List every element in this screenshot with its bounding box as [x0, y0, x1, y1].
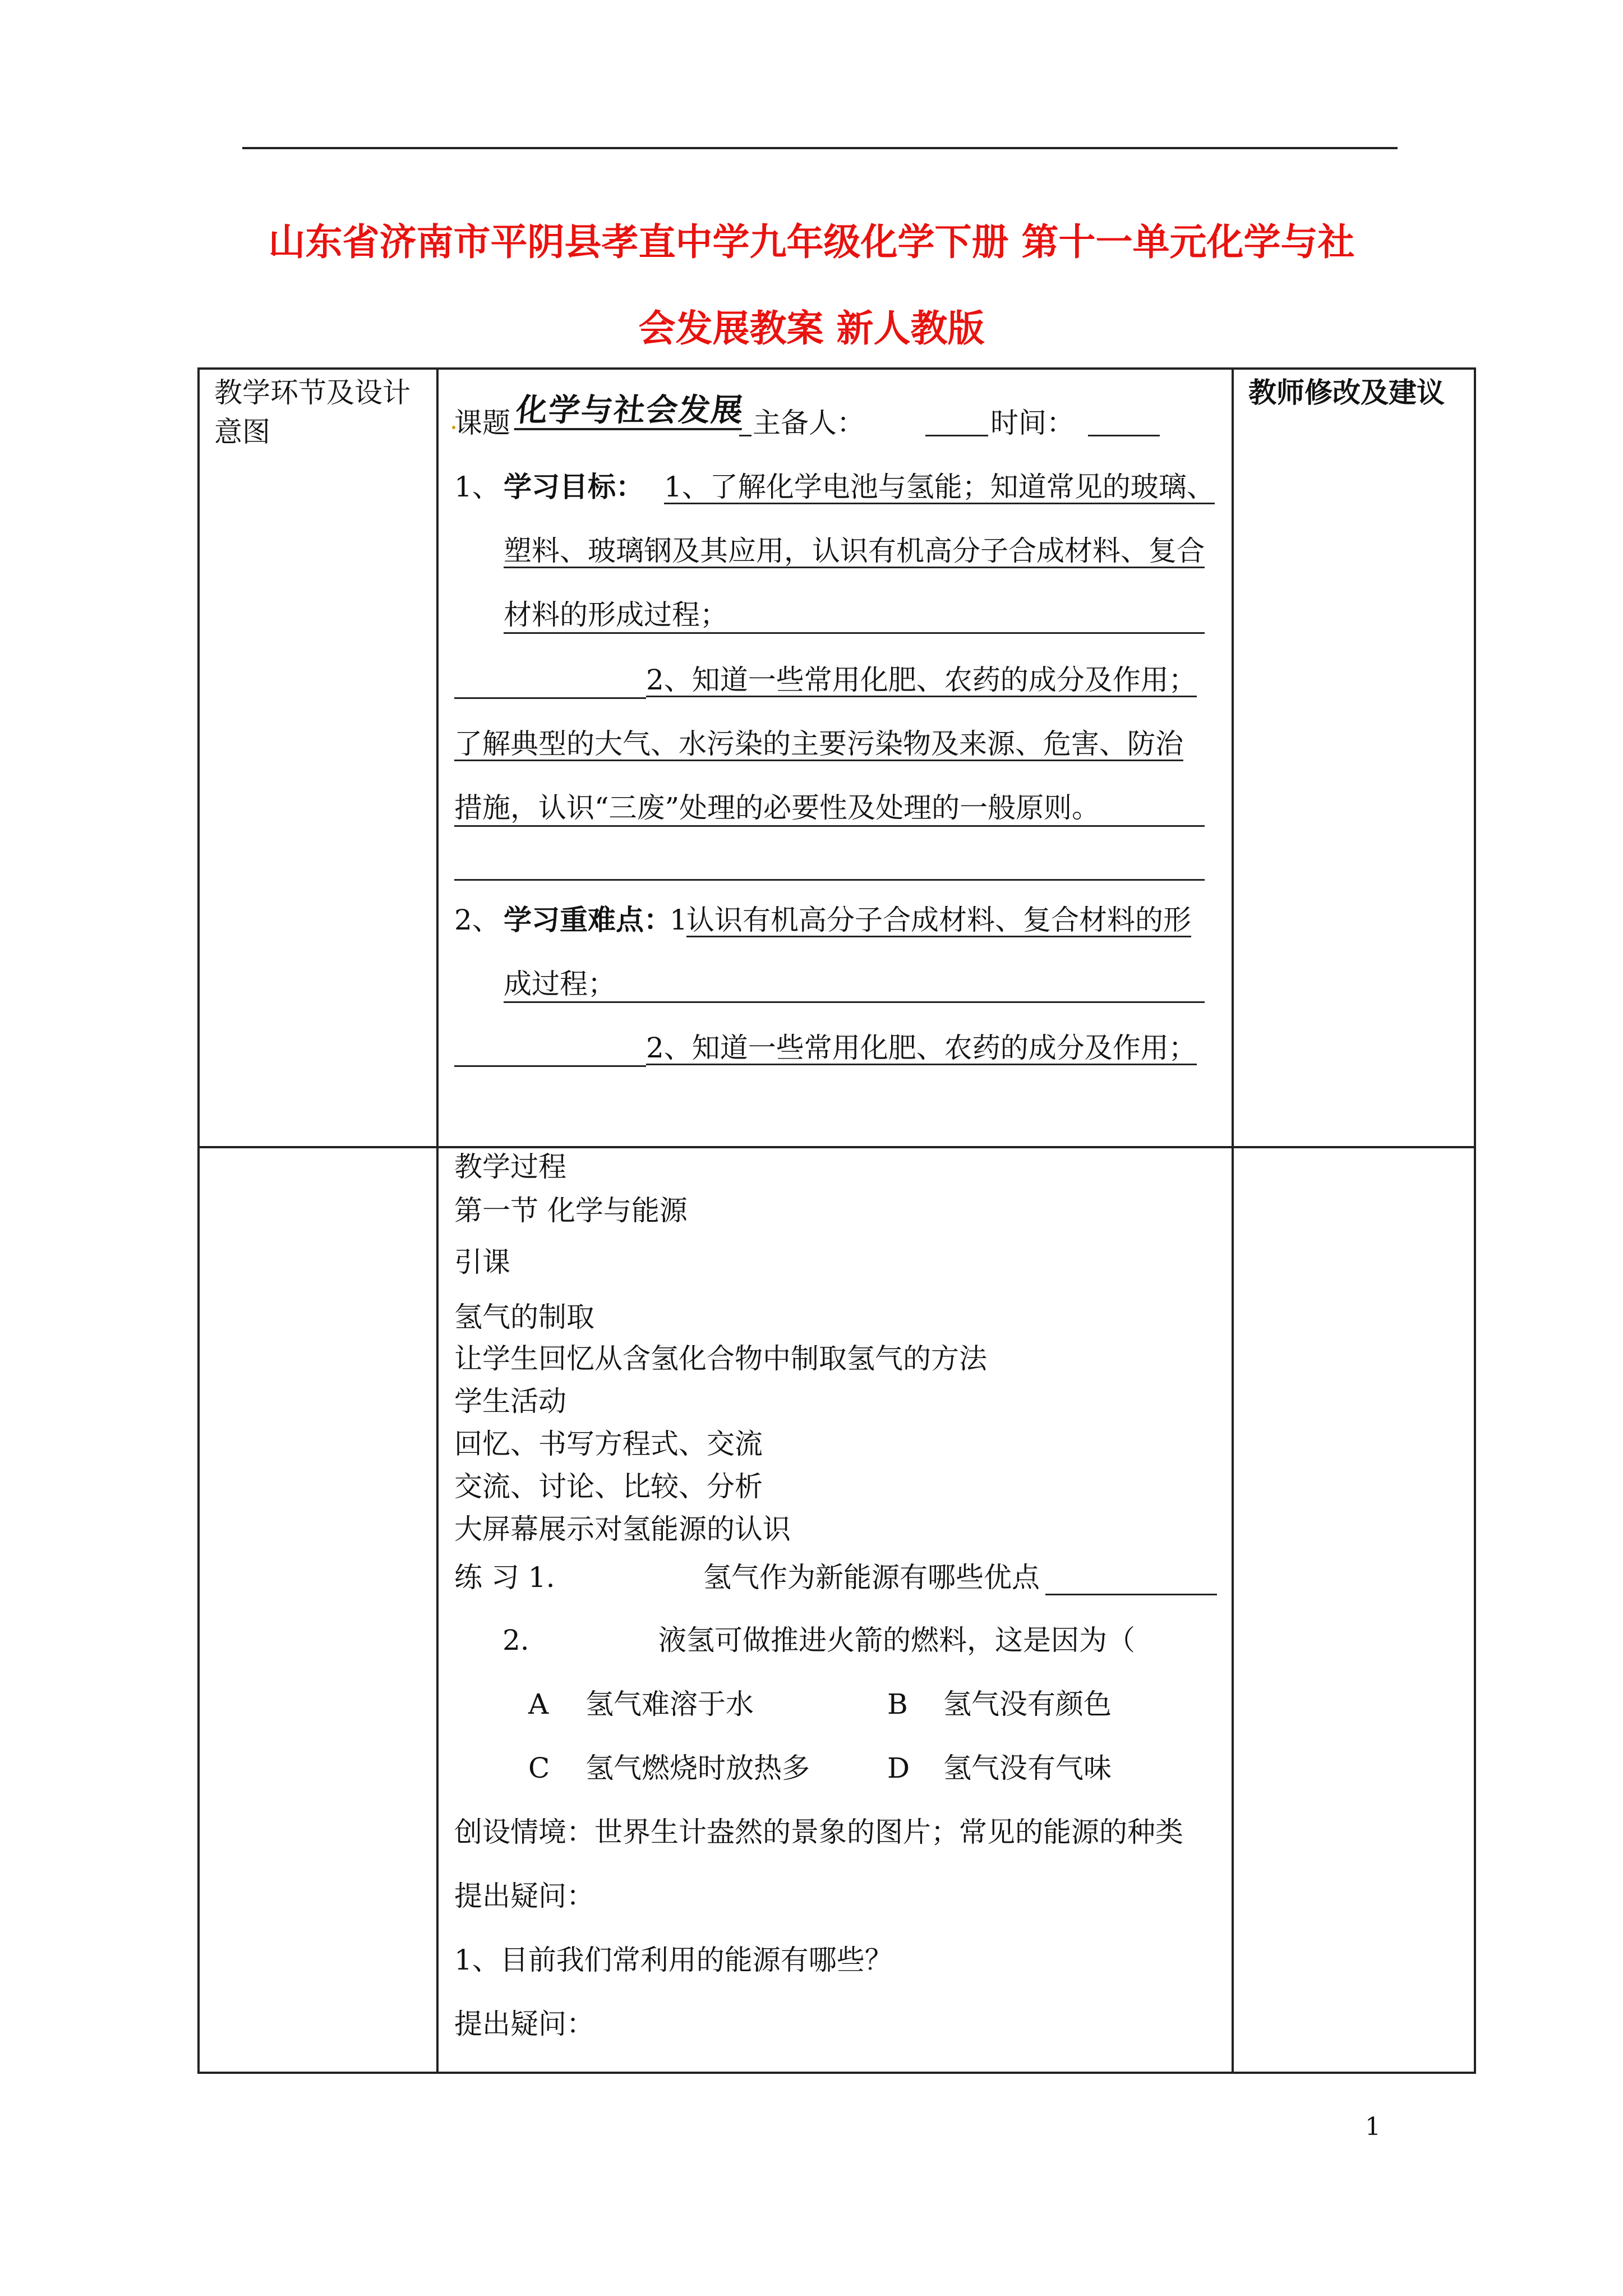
scenario-text: 创设情境：世界生计盎然的景象的图片；常见的能源的种类: [454, 1816, 1183, 1848]
process-line: 学生活动: [454, 1385, 566, 1418]
option-b-text: 氢气没有颜色: [943, 1688, 1112, 1720]
exercise1-answer-line: [1045, 1594, 1217, 1595]
left-header-line2: 意图: [214, 416, 270, 448]
key2-lead-line: [454, 1065, 646, 1067]
option-c-text: 氢气燃烧时放热多: [585, 1752, 810, 1784]
time-label: 时间：: [990, 407, 1075, 439]
question2-text: 液氢可做推进火箭的燃料，这是因为（: [658, 1624, 1135, 1657]
question2-number: 2.: [502, 1624, 529, 1657]
preparer-blank: [925, 435, 988, 436]
key2-line1: 2、知道一些常用化肥、农药的成分及作用；: [646, 1032, 1197, 1064]
goal1-line1: 1、了解化学电池与氢能；知道常见的玻璃、: [664, 471, 1215, 503]
process-line: 氢气的制取: [454, 1301, 594, 1333]
option-d-text: 氢气没有气味: [943, 1752, 1112, 1784]
empty-intent-cell: [199, 1147, 437, 2073]
key1-prefix: 1: [670, 904, 688, 936]
document-title-line2: 会发展教案 新人教版: [638, 307, 985, 350]
goal2-lead-line: [454, 697, 646, 699]
key1-line1: 认识有机高分子合成材料、复合材料的形: [686, 904, 1191, 936]
preparer-label: 主备人：: [753, 407, 865, 439]
option-a-letter: A: [528, 1688, 549, 1720]
goals-label: 学习目标：: [504, 471, 644, 503]
option-a-text: 氢气难溶于水: [585, 1688, 754, 1720]
lesson-plan-table: [197, 367, 1476, 2074]
key1-underline: [504, 1001, 1205, 1003]
empty-notes-cell: [1233, 1147, 1475, 2073]
time-blank: [1088, 435, 1160, 436]
key1-line2: 成过程；: [504, 968, 616, 1000]
process-line: 回忆、书写方程式、交流: [454, 1428, 763, 1460]
option-d-letter: D: [887, 1752, 910, 1784]
blank-line: [739, 435, 751, 436]
question-label: 提出疑问：: [454, 2008, 594, 2040]
exercise-label: 练 习 1.: [454, 1561, 555, 1594]
header-rule: [242, 147, 1398, 149]
option-b-letter: B: [887, 1688, 908, 1720]
document-title-line1: 山东省济南市平阴县孝直中学九年级化学下册 第十一单元化学与社: [268, 220, 1355, 264]
goal2-line2: 了解典型的大气、水污染的主要污染物及来源、危害、防治: [454, 728, 1183, 760]
teaching-process-cell: [437, 1147, 1233, 2073]
lesson-info-cell: [437, 369, 1233, 1147]
exercise1-text: 氢气作为新能源有哪些优点: [703, 1561, 1040, 1594]
question1-text: 1、目前我们常利用的能源有哪些？: [454, 1944, 893, 1976]
right-header: 教师修改及建议: [1248, 376, 1445, 409]
blank-answer-line: [454, 879, 1205, 881]
design-intent-cell: [199, 369, 437, 1147]
goal2-line1: 2、知道一些常用化肥、农药的成分及作用；: [646, 664, 1197, 696]
process-line: 让学生回忆从含氢化合物中制取氢气的方法: [454, 1342, 987, 1375]
goal2-underline: [454, 825, 1205, 827]
option-c-letter: C: [528, 1752, 550, 1784]
teacher-notes-cell: [1233, 369, 1475, 1147]
goal1-line3: 材料的形成过程；: [504, 599, 728, 631]
process-line: 引课: [454, 1246, 510, 1278]
page-number: 1: [1365, 2113, 1381, 2141]
key-label: 学习重难点：: [504, 904, 672, 936]
goal1-underline: [504, 632, 1205, 634]
goal1-line2: 塑料、玻璃钢及其应用，认识有机高分子合成材料、复合: [504, 535, 1205, 567]
key-number: 2、: [454, 904, 500, 936]
process-line: 大屏幕展示对氢能源的认识: [454, 1513, 791, 1545]
goals-number: 1、: [454, 471, 500, 503]
course-title-wrapper: [516, 393, 744, 430]
course-label: 课题: [454, 407, 510, 439]
left-header-line1: 教学环节及设计: [214, 376, 411, 409]
process-line: 交流、讨论、比较、分析: [454, 1470, 763, 1503]
question-label: 提出疑问：: [454, 1880, 594, 1912]
process-line: 教学过程: [454, 1151, 566, 1183]
process-line: 第一节 化学与能源: [454, 1194, 688, 1227]
goal2-line3: 措施，认识“三废”处理的必要性及处理的一般原则。: [454, 792, 1100, 824]
course-title: 化学与社会发展: [514, 393, 746, 430]
